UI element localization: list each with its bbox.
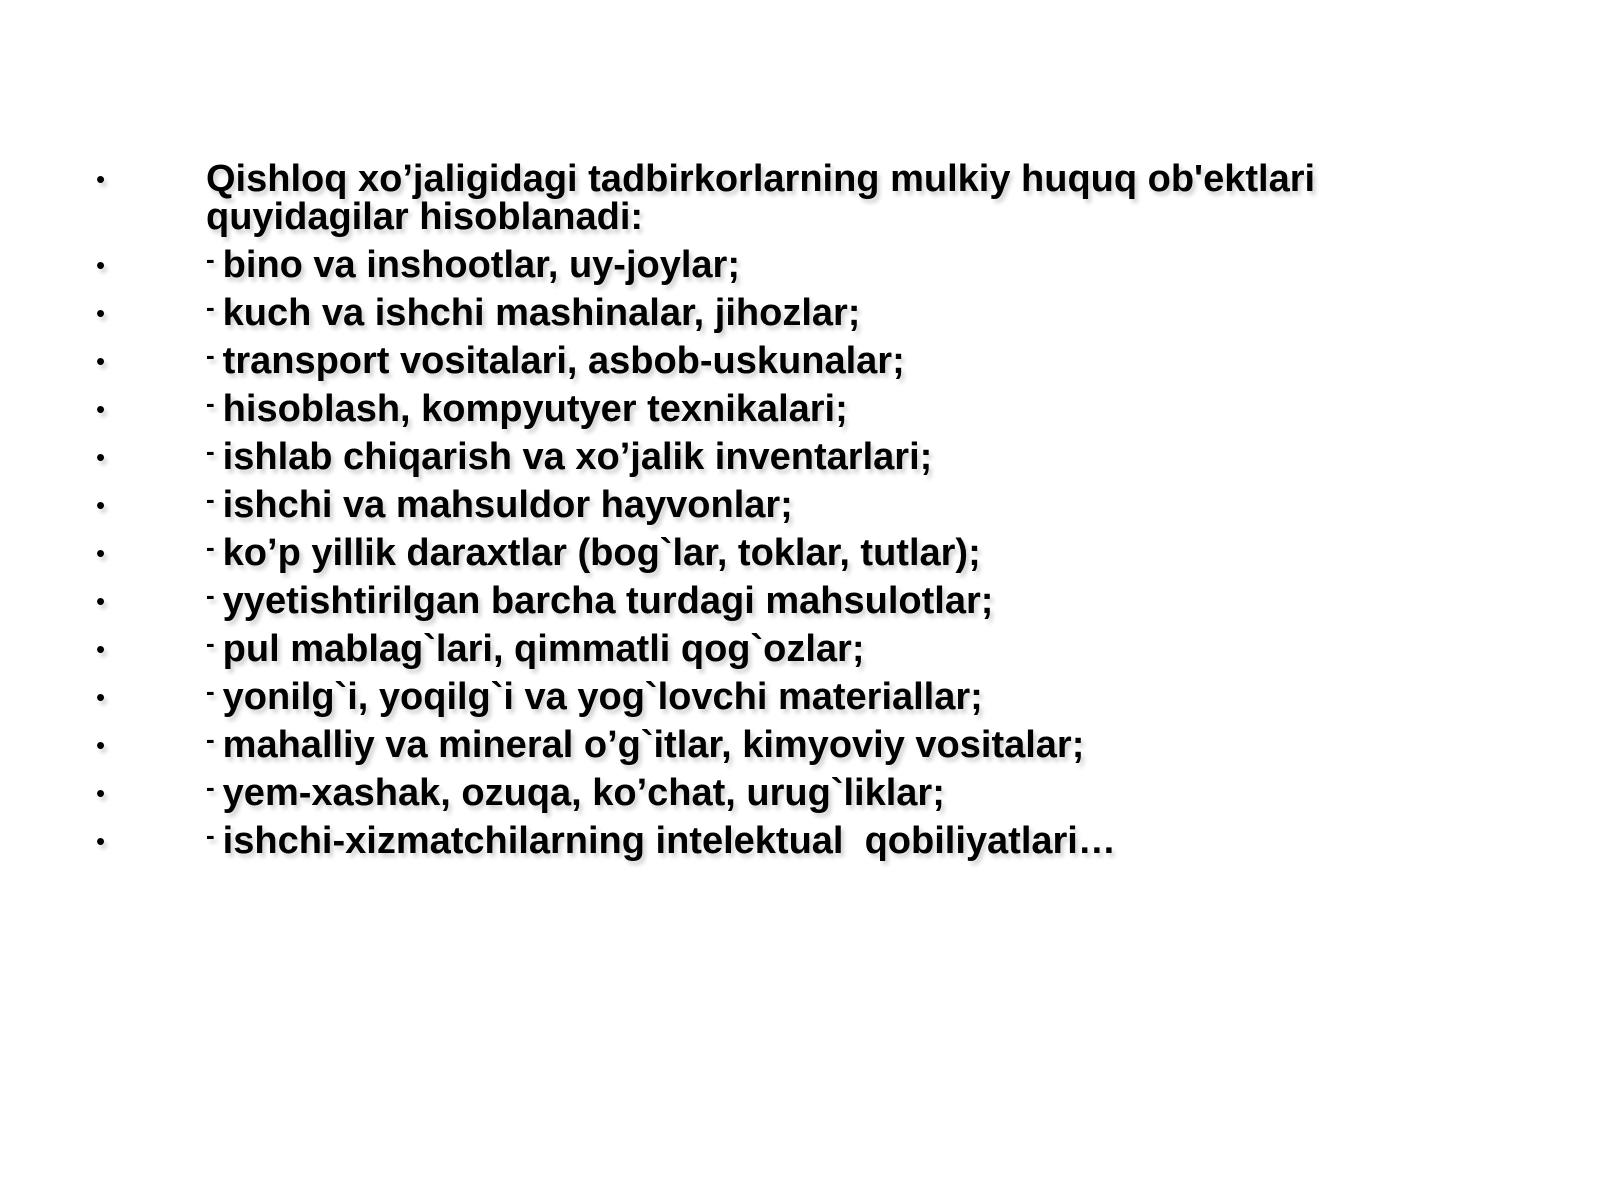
bullet-marker: •: [96, 490, 106, 520]
bullet-marker: •: [96, 250, 106, 280]
list-item: [96, 822, 1516, 860]
list-item-content: [206, 534, 1516, 572]
list-item-content: [206, 486, 1516, 524]
list-item: [96, 246, 1516, 284]
list-item-content: [206, 678, 1516, 716]
bullet-marker: •: [96, 826, 106, 856]
bullet-marker: •: [96, 778, 106, 808]
list-item-content: [206, 438, 1516, 476]
list-item-text: yonilg`i, yoqilg`i va yog`lovchi materiallar;: [222, 676, 983, 718]
heading-row: [96, 160, 1516, 236]
list-item-content: [206, 582, 1516, 620]
bullet-marker: •: [96, 538, 106, 568]
bullet-marker: •: [96, 730, 106, 760]
list-item-text: mahalliy va mineral o’g`itlar, kimyoviy vositalar;: [222, 724, 1085, 766]
list-item: [96, 726, 1516, 764]
dash-marker: -: [206, 484, 215, 514]
list-item-text: ko’p yillik daraxtlar (bog`lar, toklar, tutlar);: [222, 532, 981, 574]
dash-marker: -: [206, 676, 215, 706]
list-item-content: [206, 726, 1516, 764]
list-item-text: ishlab chiqarish va xo’jalik inventarlari;: [222, 436, 933, 478]
list-item-text: transport vositalari, asbob-uskunalar;: [222, 340, 905, 382]
dash-marker: -: [206, 436, 215, 466]
bullet-list: [96, 160, 1516, 860]
bullet-marker: •: [96, 394, 106, 424]
list-item-text: ishchi va mahsuldor hayvonlar;: [222, 484, 793, 526]
dash-marker: -: [206, 292, 215, 322]
bullet-marker: •: [96, 298, 106, 328]
list-item: [96, 342, 1516, 380]
dash-marker: -: [206, 772, 215, 802]
list-item-text: hisoblash, kompyutyer texnikalari;: [222, 388, 848, 430]
dash-marker: -: [206, 628, 215, 658]
dash-marker: -: [206, 244, 215, 274]
list-item-content: [206, 822, 1516, 860]
bullet-marker: •: [96, 346, 106, 376]
bullet-marker: •: [96, 634, 106, 664]
list-item: [96, 774, 1516, 812]
list-item: [96, 678, 1516, 716]
list-item: [96, 294, 1516, 332]
bullet-marker: •: [96, 442, 106, 472]
dash-marker: -: [206, 388, 215, 418]
list-item-content: [206, 246, 1516, 284]
bullet-marker: •: [96, 682, 106, 712]
list-item-text: yyetishtirilgan barcha turdagi mahsulotlar;: [222, 580, 994, 622]
list-item-text: ishchi-xizmatchilarning intelektual qobiliyatlari…: [222, 820, 1116, 862]
list-item-content: [206, 630, 1516, 668]
list-item-text: pul mablag`lari, qimmatli qog`ozlar;: [222, 628, 865, 670]
list-item-text: yem-xashak, ozuqa, ko’chat, urug`liklar;: [222, 772, 945, 814]
dash-marker: -: [206, 820, 215, 850]
list-item: [96, 438, 1516, 476]
list-item-text: kuch va ishchi mashinalar, jihozlar;: [222, 292, 861, 334]
bullet-marker: •: [96, 164, 106, 194]
list-item-content: [206, 294, 1516, 332]
list-item-content: [206, 342, 1516, 380]
list-item-content: [206, 774, 1516, 812]
list-item-content: [206, 390, 1516, 428]
dash-marker: -: [206, 724, 215, 754]
bullet-marker: •: [96, 586, 106, 616]
list-heading: Qishloq xo’jaligidagi tadbirkorlarning mulkiy huquq ob'ektlari quyidagilar hisoblanadi:: [206, 158, 1326, 238]
list-item: [96, 390, 1516, 428]
list-item: [96, 534, 1516, 572]
list-item: [96, 582, 1516, 620]
dash-marker: -: [206, 340, 215, 370]
dash-marker: -: [206, 532, 215, 562]
list-item: [96, 630, 1516, 668]
list-item-text: bino va inshootlar, uy-joylar;: [222, 244, 740, 286]
list-item: [96, 486, 1516, 524]
dash-marker: -: [206, 580, 215, 610]
